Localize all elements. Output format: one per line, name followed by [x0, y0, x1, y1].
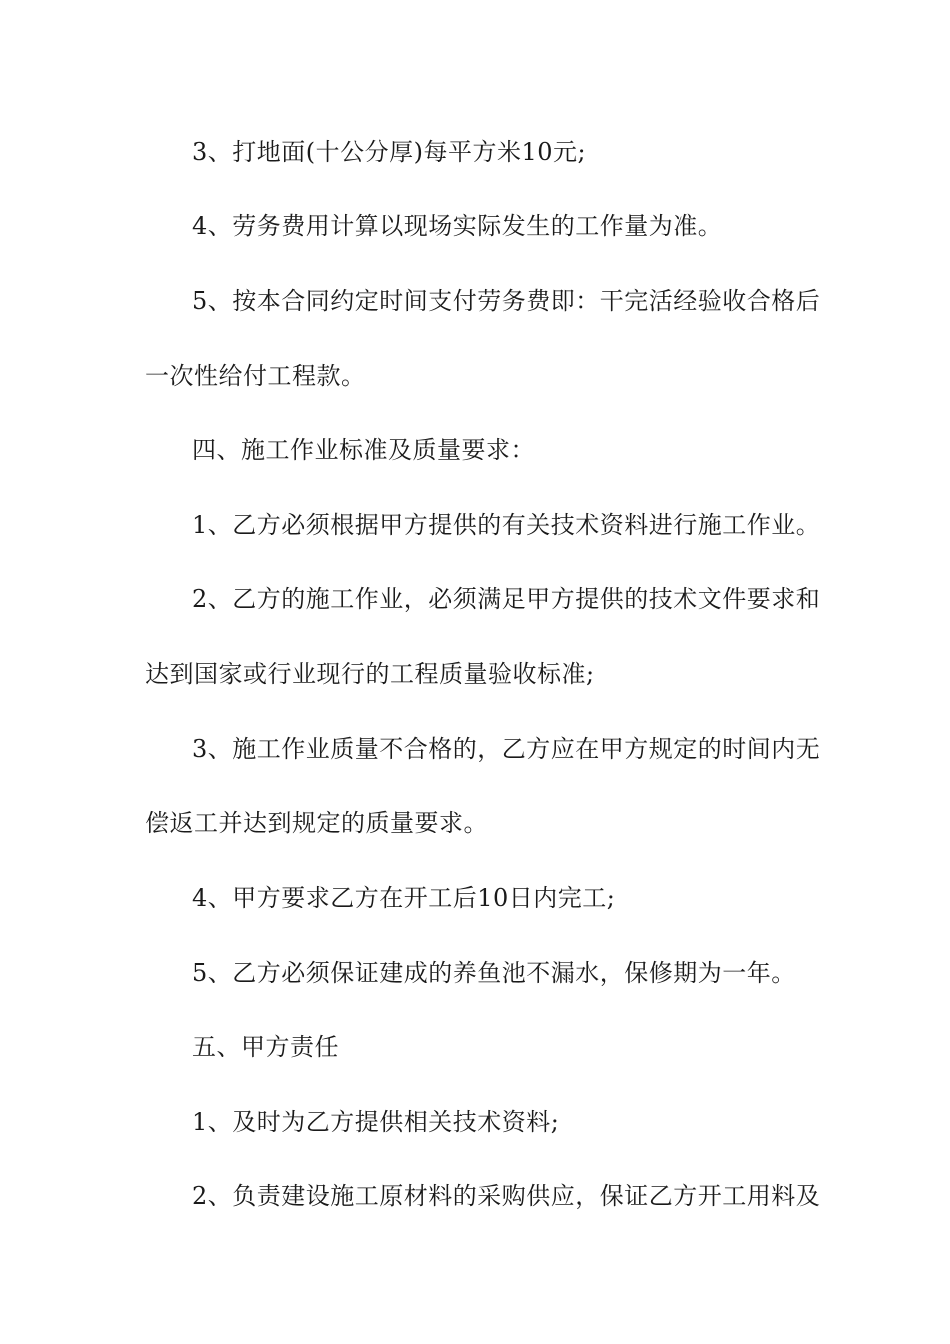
paragraph-line: 2、乙方的施工作业，必须满足甲方提供的技术文件要求和 [192, 585, 821, 613]
section-heading: 五、甲方责任 [192, 1033, 339, 1061]
paragraph-line-continuation: 达到国家或行业现行的工程质量验收标准; [145, 660, 595, 688]
paragraph-line: 1、乙方必须根据甲方提供的有关技术资料进行施工作业。 [192, 511, 821, 539]
paragraph-line: 4、甲方要求乙方在开工后10日内完工; [192, 884, 616, 912]
paragraph-line: 3、打地面(十公分厚)每平方米10元; [192, 138, 587, 166]
paragraph-line: 5、按本合同约定时间支付劳务费即：干完活经验收合格后 [192, 287, 821, 315]
paragraph-line-continuation: 一次性给付工程款。 [145, 362, 366, 390]
paragraph-line: 2、负责建设施工原材料的采购供应，保证乙方开工用料及 [192, 1182, 821, 1210]
paragraph-line: 5、乙方必须保证建成的养鱼池不漏水，保修期为一年。 [192, 959, 796, 987]
paragraph-line: 1、及时为乙方提供相关技术资料; [192, 1108, 560, 1136]
paragraph-line: 3、施工作业质量不合格的，乙方应在甲方规定的时间内无 [192, 735, 821, 763]
section-heading: 四、施工作业标准及质量要求： [192, 436, 535, 464]
paragraph-line: 4、劳务费用计算以现场实际发生的工作量为准。 [192, 212, 723, 240]
paragraph-line-continuation: 偿返工并达到规定的质量要求。 [145, 809, 488, 837]
